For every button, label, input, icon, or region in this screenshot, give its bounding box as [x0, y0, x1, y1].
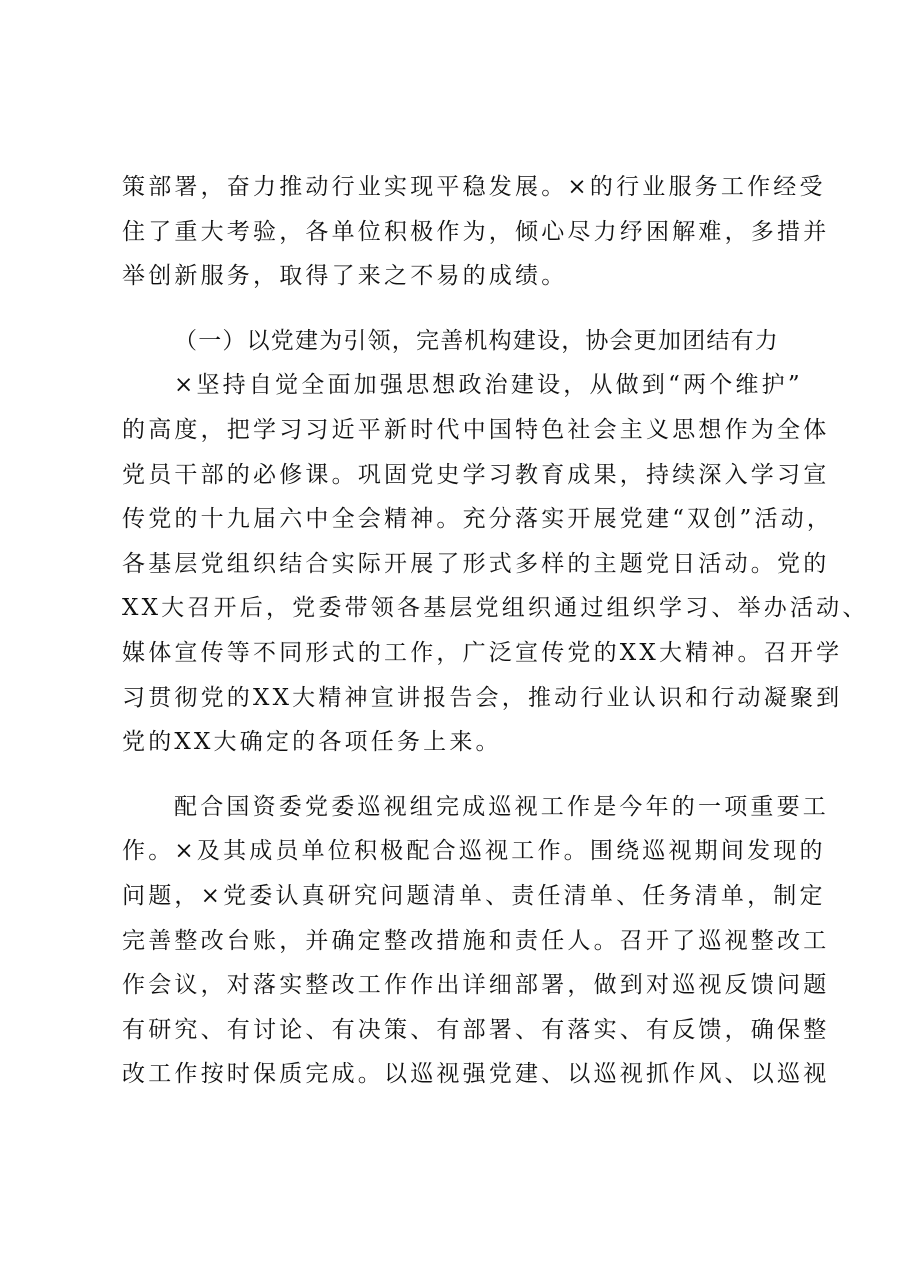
document-body	[122, 165, 869, 1097]
paragraph-gap	[122, 765, 812, 785]
paragraph-3	[122, 785, 830, 1097]
paragraph-line: 配合国资委党委巡视组完成巡视工作是今年的一项重要工	[174, 793, 829, 820]
paragraph-line: 各基层党组织结合实际开展了形式多样的主题党日活动。党的	[122, 550, 830, 577]
paragraph-line: 问题，×党委认真研究问题清单、责任清单、任务清单，制定	[122, 882, 826, 909]
paragraph-line: 住了重大考验，各单位积极作为，倾心尽力纾困解难，多措并	[122, 218, 830, 245]
paragraph-line: 的高度，把学习习近平新时代中国特色社会主义思想作为全体	[122, 416, 830, 443]
paragraph-gap	[122, 299, 812, 319]
paragraph-line: 党员干部的必修课。巩固党史学习教育成果，持续深入学习宣	[122, 461, 830, 488]
paragraph-line: 传党的十九届六中全会精神。充分落实开展党建“双创”活动，	[122, 506, 834, 533]
paragraph-2	[122, 363, 869, 764]
paragraph-line: 完善整改台账，并确定整改措施和责任人。召开了巡视整改工	[122, 927, 830, 954]
paragraph-1	[122, 165, 830, 299]
paragraph-line: 策部署，奋力推动行业实现平稳发展。×的行业服务工作经受	[122, 174, 826, 200]
paragraph-line: 作。×及其成员单位积极配合巡视工作。围绕巡视期间发现的	[122, 838, 826, 865]
paragraph-line: 媒体宣传等不同形式的工作，广泛宣传党的XX大精神。召开学	[122, 639, 843, 666]
paragraph-line: 有研究、有讨论、有决策、有部署、有落实、有反馈，确保整	[122, 1016, 830, 1043]
paragraph-line: ×坚持自觉全面加强思想政治建设，从做到“两个维护”	[174, 372, 803, 399]
section-heading: （一）以党建为引领，完善机构建设，协会更加团结有力	[174, 327, 779, 354]
paragraph-line: XX大召开后，党委带领各基层党组织通过组织学习、举办活动、	[122, 595, 869, 622]
paragraph-line: 举创新服务，取得了来之不易的成绩。	[122, 263, 568, 290]
paragraph-line: 作会议，对落实整改工作作出详细部署，做到对巡视反馈问题	[122, 972, 830, 999]
paragraph-line: 改工作按时保质完成。以巡视强党建、以巡视抓作风、以巡视	[122, 1061, 830, 1088]
paragraph-line: 习贯彻党的XX大精神宣讲报告会，推动行业认识和行动凝聚到	[122, 684, 843, 711]
paragraph-line: 党的XX大确定的各项任务上来。	[122, 729, 502, 756]
